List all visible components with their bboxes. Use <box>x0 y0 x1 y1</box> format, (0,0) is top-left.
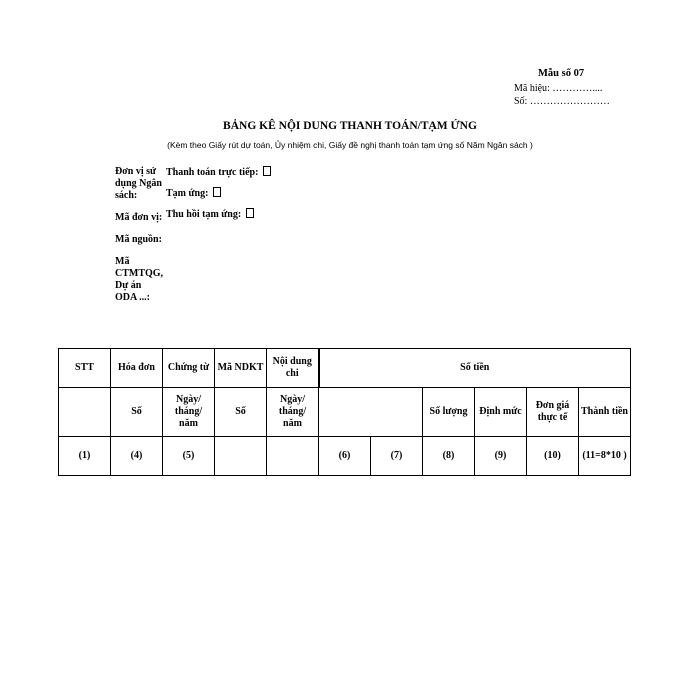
advance-checkbox[interactable] <box>213 187 221 197</box>
col-num-cell: (1) <box>59 437 111 476</box>
col-num-cell <box>267 437 319 476</box>
payment-options <box>166 166 271 229</box>
recover-checkbox[interactable] <box>246 208 254 218</box>
ma-hieu-line: Mã hiệu: ………….... <box>514 83 603 94</box>
document-subtitle: (Kèm theo Giấy rút dự toán, Ủy nhiệm chi, Giấy đề nghị thanh toán tạm ứng số Năm Ngân sách ) <box>167 140 533 150</box>
option-recover-label: Thu hồi tạm ứng: <box>166 209 242 220</box>
header-row-1 <box>59 349 631 388</box>
header-ngay-1: Ngày/ tháng/ năm <box>163 388 215 437</box>
col-num-cell: (7) <box>371 437 423 476</box>
col-num-cell <box>215 437 267 476</box>
label-ma-don-vi: Mã đơn vị: <box>115 212 163 223</box>
option-direct-label: Thanh toán trực tiếp: <box>166 167 259 178</box>
header-thanh-tien: Thành tiền <box>579 388 631 437</box>
header-stt: STT <box>59 349 111 388</box>
info-labels <box>115 166 163 314</box>
payment-table <box>58 348 631 476</box>
label-ma-ctmtqg: Mã CTMTQG, Dự án ODA ...: <box>115 256 164 303</box>
cell-blank <box>59 388 111 437</box>
document-title: BẢNG KÊ NỘI DUNG THANH TOÁN/TẠM ỨNG <box>223 120 477 132</box>
col-num-cell: (5) <box>163 437 215 476</box>
direct-checkbox[interactable] <box>263 166 271 176</box>
option-advance <box>166 187 271 199</box>
cell-blank-merged <box>319 388 423 437</box>
header-so-1: Số <box>111 388 163 437</box>
col-num-cell: (9) <box>475 437 527 476</box>
header-ngay-2: Ngày/ tháng/ năm <box>267 388 319 437</box>
header-so-luong: Số lượng <box>423 388 475 437</box>
label-don-vi: Đơn vị sử dụng Ngân sách: <box>115 166 162 201</box>
col-num-cell: (6) <box>319 437 371 476</box>
so-line: Số: …………………… <box>514 96 610 107</box>
header-hoa-don: Hóa đơn <box>111 349 163 388</box>
column-number-row <box>59 437 631 476</box>
option-recover <box>166 208 271 220</box>
header-noi-dung-chi: Nội dung chi <box>267 349 319 388</box>
header-so-tien: Số tiền <box>319 349 631 388</box>
header-row-2 <box>59 388 631 437</box>
header-chung-tu: Chứng từ <box>163 349 215 388</box>
option-direct <box>166 166 271 178</box>
label-ma-nguon: Mã nguồn: <box>115 234 162 245</box>
header-so-2: Số <box>215 388 267 437</box>
col-num-cell: (11=8*10 ) <box>579 437 631 476</box>
option-advance-label: Tạm ứng: <box>166 188 209 199</box>
form-number: Mẫu số 07 <box>538 68 585 79</box>
header-ma-ndkt: Mã NDKT <box>215 349 267 388</box>
col-num-cell: (8) <box>423 437 475 476</box>
col-num-cell: (4) <box>111 437 163 476</box>
col-num-cell: (10) <box>527 437 579 476</box>
header-dinh-muc: Định mức <box>475 388 527 437</box>
header-don-gia: Đơn giá thực tế <box>527 388 579 437</box>
